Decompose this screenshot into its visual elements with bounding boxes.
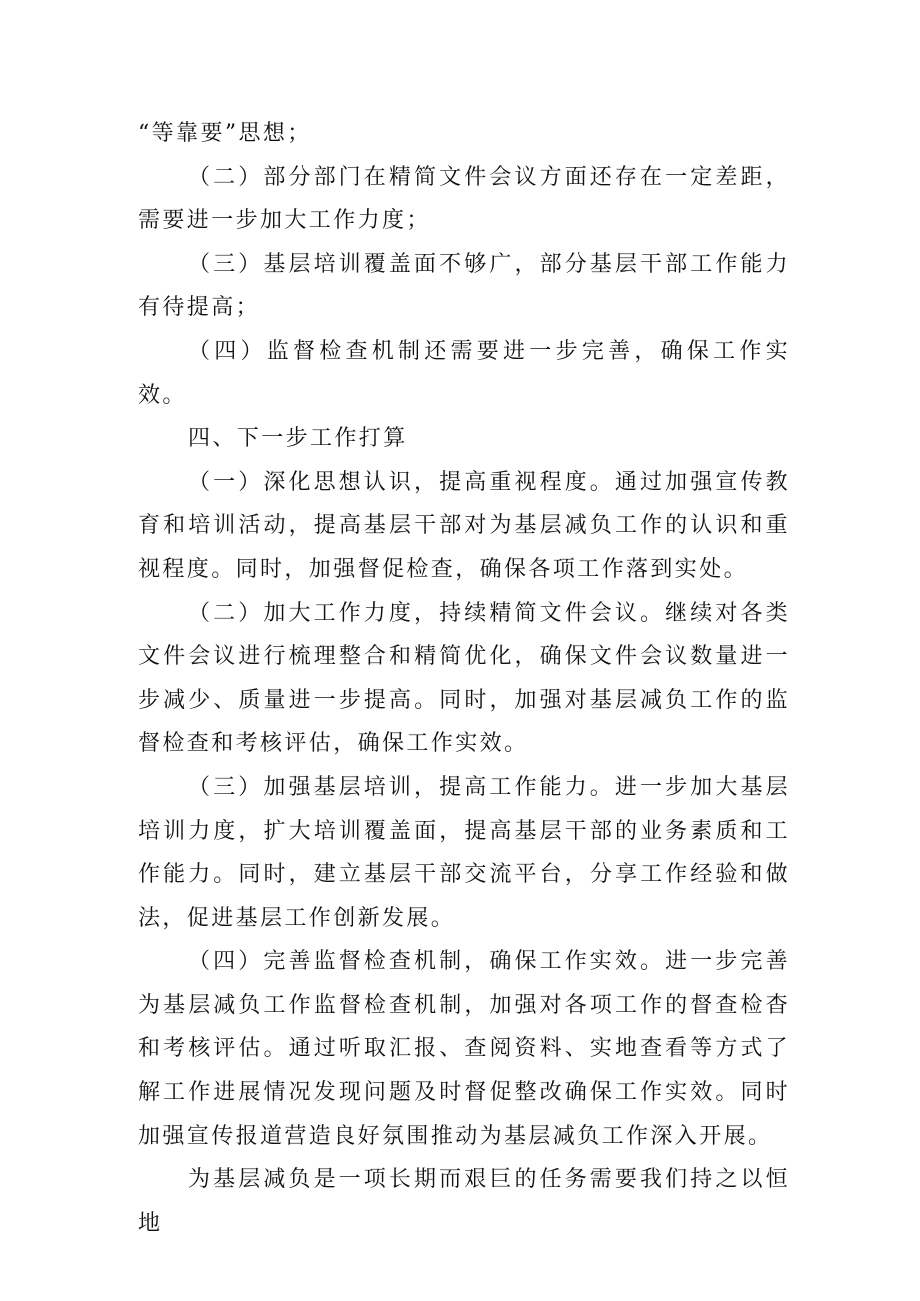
closing-paragraph: 为基层减负是一项长期而艰巨的任务需要我们持之以恒地 bbox=[138, 1167, 790, 1236]
plan-item-4: （四）完善监督检查机制，确保工作实效。进一步完善为基层减负工作监督检查机制，加强对各项工作的督查检杳和考核评估。通过听取汇报、查阅资料、实地查看等方式了解工作进展情况发现问题及时督促整改确保工作实效。同时加强宣传报道营造良好氛围推动为基层减负工作深入开展。 bbox=[138, 949, 790, 1149]
issue-item-4: （四）监督检查机制还需要进一步完善，确保工作实效。 bbox=[138, 338, 790, 408]
plan-item-1: （一）深化思想认识，提高重视程度。通过加强宣传教育和培训活动，提高基层干部对为基层减负工作的认识和重视程度。同时，加强督促检查，确保各项工作落到实处。 bbox=[138, 469, 790, 582]
issue-item-3: （三）基层培训覆盖面不够广，部分基层干部工作能力有待提高； bbox=[138, 251, 790, 321]
document-body bbox=[138, 112, 790, 1245]
paragraph-continuation: “等靠要”思想； bbox=[138, 121, 312, 146]
plan-item-3: （三）加强基层培训，提高工作能力。进一步加大基层培训力度，扩大培训覆盖面，提高基层干部的业务素质和工作能力。同时，建立基层干部交流平台，分享工作经验和做法，促进基层工作创新发展。 bbox=[138, 774, 790, 931]
plan-item-2: （二）加大工作力度，持续精简文件会议。继续对各类文件会议进行梳理整合和精简优化，确保文件会议数量进一步减少、质量进一步提高。同时，加强对基层减负工作的监督检查和考核评估，确保工作实效。 bbox=[138, 600, 790, 757]
section-heading-next-steps: 四、下一步工作打算 bbox=[188, 426, 408, 452]
issue-item-2: （二）部分部门在精简文件会议方面还存在一定差距，需要进一步加大工作力度； bbox=[138, 164, 790, 234]
